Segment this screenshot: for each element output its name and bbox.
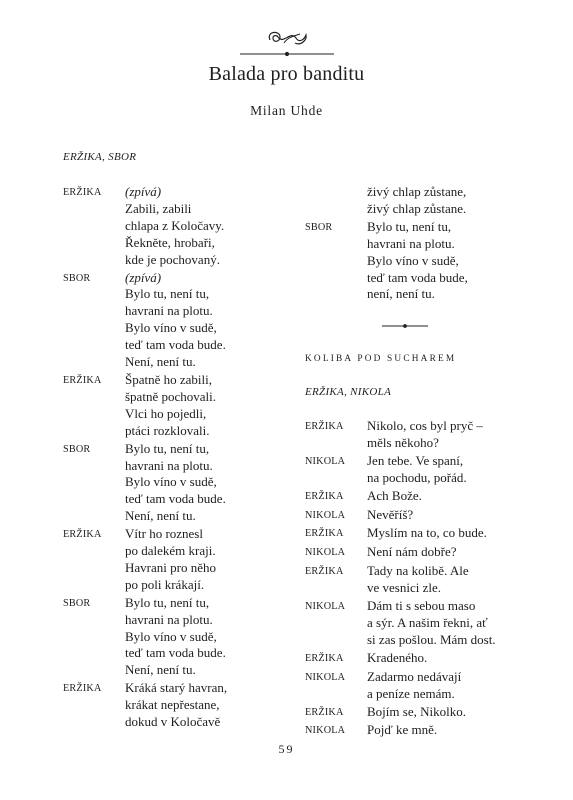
verse-line: Není, není tu.	[125, 508, 196, 524]
verse-line: živý chlap zůstane,	[367, 184, 467, 199]
verse-line: Bylo víno v sudě,	[125, 474, 217, 490]
verse-line: není, není tu.	[367, 286, 435, 302]
dialogue-block	[305, 722, 520, 740]
speaker-name: ERŽIKA	[63, 187, 102, 198]
dialogue-block	[305, 219, 520, 304]
dialogue-block	[305, 544, 520, 562]
verse-line: si zas pošlou. Mám dost.	[367, 631, 496, 647]
verse-line: havrani na plotu.	[367, 235, 455, 251]
dialogue-lines	[367, 453, 520, 487]
verse-line: ve vesnici zle.	[367, 580, 441, 596]
verse-line: teď tam voda bude,	[367, 269, 468, 285]
stage-direction: (zpívá)	[125, 269, 162, 285]
verse-line: po poli krákají.	[125, 576, 205, 592]
verse-line: Není, není tu.	[125, 662, 196, 678]
dialogue-lines	[367, 544, 520, 562]
dialogue-block	[305, 704, 520, 722]
speaker-name: ERŽIKA	[305, 421, 344, 432]
dialogue-lines	[367, 563, 520, 597]
dialogue-lines	[367, 184, 520, 218]
speaker-name: NIKOLA	[305, 671, 346, 683]
speaker-name: NIKOLA	[305, 725, 346, 737]
dialogue-block	[63, 372, 268, 440]
speaker-name: NIKOLA	[305, 509, 346, 521]
scene-heading: KOLIBA POD SUCHAREM	[305, 354, 457, 364]
verse-line: Bylo tu, není tu,	[125, 440, 210, 456]
dialogue-block	[63, 270, 268, 371]
verse-line: špatně pochovali.	[125, 388, 216, 404]
verse-line: a peníze nemám.	[367, 685, 455, 701]
verse-line: Bojím se, Nikolko.	[367, 703, 466, 719]
dialogue-block	[305, 525, 520, 543]
left-column-dialogue	[63, 184, 268, 732]
flourish-ornament-icon	[232, 26, 342, 62]
verse-line: Pojď ke mně.	[367, 722, 438, 738]
verse-line: havrani na plotu.	[125, 303, 213, 319]
verse-line: teď tam voda bude.	[125, 645, 226, 661]
verse-line: Řekněte, hrobaři,	[125, 234, 215, 250]
speaker-name: ERŽIKA	[305, 652, 344, 664]
page-number: 59	[278, 742, 295, 756]
dialogue-lines	[125, 680, 268, 731]
verse-line: Jen tebe. Ve spaní,	[367, 452, 464, 468]
verse-line: Bylo tu, není tu,	[367, 218, 452, 234]
dialogue-block	[305, 598, 520, 649]
dialogue-lines	[125, 184, 268, 269]
speaker-name: NIKOLA	[305, 601, 346, 613]
dialogue-lines	[367, 219, 520, 304]
verse-line: kde je pochovaný.	[125, 251, 220, 267]
dialogue-block	[63, 595, 268, 680]
dialogue-lines	[125, 270, 268, 371]
dialogue-lines	[367, 669, 520, 703]
verse-line: Vítr ho roznesl	[125, 526, 203, 542]
verse-line: Kráká starý havran,	[125, 680, 228, 696]
page-title: Balada pro banditu	[208, 63, 365, 85]
verse-line: krákat nepřestane,	[125, 697, 220, 713]
verse-line: Ach Bože.	[367, 487, 422, 503]
speaker-name: ERŽIKA	[63, 529, 102, 541]
dialogue-lines	[367, 418, 520, 452]
verse-line: Bylo víno v sudě,	[367, 252, 459, 268]
speaker-name: ERŽIKA	[305, 490, 344, 502]
verse-line: Bylo tu, není tu,	[125, 594, 210, 610]
dialogue-lines	[367, 507, 520, 525]
dialogue-lines	[367, 650, 520, 668]
verse-line: Myslím na to, co bude.	[367, 525, 487, 541]
verse-line: Vlci ho pojedli,	[125, 405, 207, 421]
dialogue-block	[63, 526, 268, 594]
dialogue-block	[305, 488, 520, 506]
verse-line: Tady na kolibě. Ale	[367, 563, 469, 579]
speaker-name: SBOR	[63, 272, 91, 284]
verse-line: teď tam voda bude.	[125, 491, 226, 507]
dialogue-block	[63, 441, 268, 526]
dialogue-block	[305, 650, 520, 668]
verse-line: Nevěříš?	[367, 506, 414, 522]
verse-line: Havrani pro něho	[125, 559, 216, 575]
scene-cast-label: ERŽIKA, SBOR	[63, 151, 137, 163]
verse-line: teď tam voda bude.	[125, 337, 226, 353]
verse-line: a sýr. A našim řekni, ať	[367, 614, 488, 630]
verse-line: dokud v Koločavě	[125, 714, 221, 730]
speaker-name: ERŽIKA	[305, 528, 344, 540]
verse-line: Špatně ho zabili,	[125, 371, 213, 387]
verse-line: Zadarmo nedávají	[367, 668, 462, 684]
stage-direction: (zpívá)	[125, 184, 162, 199]
verse-line: na pochodu, pořád.	[367, 469, 467, 485]
verse-line: živý chlap zůstane.	[367, 200, 467, 216]
verse-line: ptáci rozklovali.	[125, 422, 210, 438]
verse-line: po dalekém kraji.	[125, 543, 216, 559]
right-column-dialogue-bottom	[305, 418, 520, 741]
speaker-name: NIKOLA	[305, 455, 346, 467]
verse-line: Kradeného.	[367, 649, 428, 665]
speaker-name: ERŽIKA	[63, 374, 102, 386]
verse-line: Bylo víno v sudě,	[125, 628, 217, 644]
verse-line: měls někoho?	[367, 434, 439, 450]
verse-line: chlapa z Koločavy.	[125, 217, 225, 233]
dialogue-lines	[367, 722, 520, 740]
dialogue-lines	[367, 598, 520, 649]
verse-line: Zabili, zabili	[125, 200, 192, 216]
speaker-name: ERŽIKA	[305, 566, 344, 578]
verse-line: Bylo víno v sudě,	[125, 320, 217, 336]
verse-line: Dám ti s sebou maso	[367, 598, 476, 614]
dialogue-lines	[367, 488, 520, 506]
dialogue-lines	[125, 595, 268, 680]
verse-line: Není, není tu.	[125, 354, 196, 370]
speaker-name: SBOR	[63, 443, 91, 455]
dialogue-block	[305, 184, 520, 218]
dialogue-block	[63, 680, 268, 731]
dialogue-block	[305, 418, 520, 452]
speaker-name: ERŽIKA	[63, 683, 102, 695]
dialogue-lines	[367, 525, 520, 543]
dialogue-lines	[125, 372, 268, 440]
speaker-name: ERŽIKA	[305, 706, 344, 718]
right-column-dialogue-top	[305, 184, 520, 304]
dialogue-block	[305, 669, 520, 703]
scene-cast-label-2: ERŽIKA, NIKOLA	[305, 386, 392, 398]
dialogue-block	[305, 453, 520, 487]
verse-line: Není nám dobře?	[367, 544, 457, 560]
verse-line: havrani na plotu.	[125, 457, 213, 473]
author-name: Milan Uhde	[250, 103, 323, 118]
speaker-name: NIKOLA	[305, 547, 346, 559]
dialogue-lines	[125, 526, 268, 594]
dialogue-lines	[125, 441, 268, 526]
verse-line: Nikolo, cos byl pryč –	[367, 418, 483, 433]
dialogue-block	[63, 184, 268, 269]
verse-line: havrani na plotu.	[125, 611, 213, 627]
dialogue-block	[305, 507, 520, 525]
speaker-name: SBOR	[63, 597, 91, 609]
speaker-name	[305, 184, 367, 218]
dialogue-block	[305, 563, 520, 597]
dialogue-lines	[367, 704, 520, 722]
section-divider	[382, 323, 428, 329]
speaker-name: SBOR	[305, 221, 333, 233]
verse-line: Bylo tu, není tu,	[125, 286, 210, 302]
